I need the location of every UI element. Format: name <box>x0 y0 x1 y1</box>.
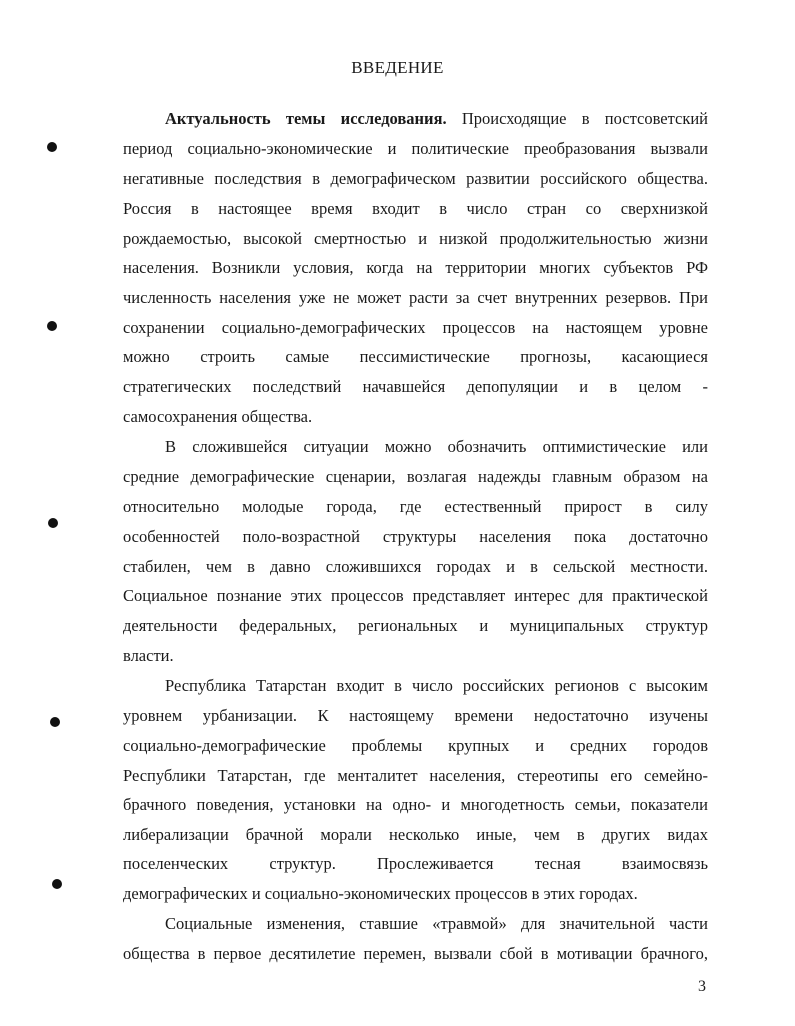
text-line: поселенческих структур. Прослеживается тесная взаимосвязь <box>123 854 708 873</box>
text-line: негативные последствия в демографическом развитии российского общества. <box>123 169 708 188</box>
text-line: Республика Татарстан входит в число российских регионов с высоким <box>165 676 708 695</box>
text-line: социально-демографические проблемы крупных и средних городов <box>123 736 708 755</box>
text-line: самосохранения общества. <box>123 407 313 426</box>
text-line: рождаемостью, высокой смертностью и низкой продолжительностью жизни <box>123 229 708 248</box>
text-line: уровнем урбанизации. К настоящему времени недостаточно изучены <box>123 706 708 725</box>
text-line: власти. <box>123 646 174 665</box>
text-line: особенностей поло-возрастной структуры населения пока достаточно <box>123 527 708 546</box>
text-line: численность населения уже не может расти за счет внутренних резервов. При <box>123 288 708 307</box>
text-line: сохранении социально-демографических процессов на настоящем уровне <box>123 318 708 337</box>
binding-hole-mark <box>47 321 57 331</box>
text-line: Россия в настоящее время входит в число стран со сверхнизкой <box>123 199 708 218</box>
text-line: либерализации брачной морали несколько иные, чем в других видах <box>123 825 708 844</box>
binding-hole-mark <box>50 717 60 727</box>
binding-hole-mark <box>47 142 57 152</box>
text-line: Актуальность темы исследования. Происходящие в постсоветский <box>165 109 709 128</box>
text-line: стратегических последствий начавшейся депопуляции и в целом - <box>123 377 708 396</box>
text-line: можно строить самые пессимистические прогнозы, касающиеся <box>123 347 708 366</box>
page-number: 3 <box>698 978 706 995</box>
text-line: Социальные изменения, ставшие «травмой» для значительной части <box>165 914 708 933</box>
text-line: демографических и социально-экономических процессов в этих городах. <box>123 884 638 903</box>
lead-phrase: Актуальность темы исследования. <box>165 109 447 128</box>
text-line: стабилен, чем в давно сложившихся городах и в сельской местности. <box>123 557 708 576</box>
text-line: населения. Возникли условия, когда на территории многих субъектов РФ <box>123 258 708 277</box>
page-title: ВВЕДЕНИЕ <box>351 58 444 77</box>
text-line: средние демографические сценарии, возлагая надежды главным образом на <box>123 467 708 486</box>
text-line: относительно молодые города, где естественный прирост в силу <box>123 497 708 516</box>
text-line: В сложившейся ситуации можно обозначить оптимистические или <box>165 437 708 456</box>
text-line: общества в первое десятилетие перемен, вызвали сбой в мотивации брачного, <box>123 944 708 963</box>
binding-hole-mark <box>48 518 58 528</box>
text-line: брачного поведения, установки на одно- и многодетность семьи, показатели <box>123 795 708 814</box>
binding-hole-mark <box>52 879 62 889</box>
text-line: деятельности федеральных, региональных и муниципальных структур <box>123 616 708 635</box>
text-line: Республики Татарстан, где менталитет населения, стереотипы его семейно- <box>123 766 708 785</box>
text-line: Социальное познание этих процессов представляет интерес для практической <box>123 586 708 605</box>
text-line: период социально-экономические и политические преобразования вызвали <box>123 139 708 158</box>
